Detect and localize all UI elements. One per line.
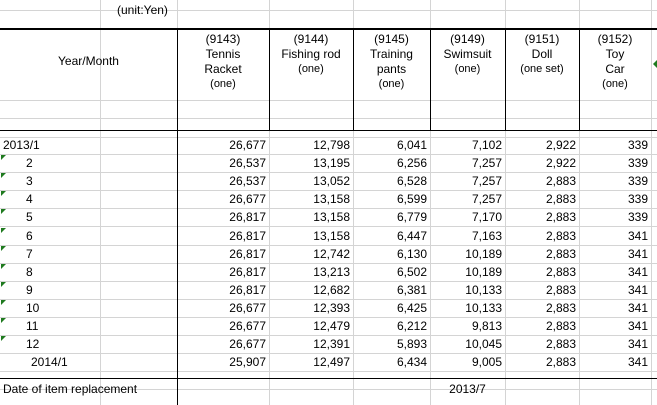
row-label[interactable]: 12	[26, 337, 40, 351]
table-cell[interactable]: 2,883	[545, 247, 576, 261]
column-code: (9152)	[597, 32, 633, 46]
column-unit: (one)	[454, 63, 481, 75]
unit-label[interactable]: (unit:Yen)	[117, 3, 168, 17]
column-name: Tennis	[205, 47, 241, 61]
table-cell[interactable]: 341	[627, 229, 648, 243]
table-cell[interactable]: 25,907	[229, 355, 266, 369]
column-code: (9144)	[293, 32, 329, 46]
table-cell[interactable]: 6,528	[396, 174, 427, 188]
column-header[interactable]	[177, 32, 269, 92]
row-label[interactable]: 7	[26, 247, 33, 261]
row-label[interactable]: 6	[26, 229, 33, 243]
table-cell[interactable]: 2,883	[545, 229, 576, 243]
table-cell[interactable]: 26,537	[229, 156, 266, 170]
replacement-date-label[interactable]: Date of item replacement	[3, 382, 138, 396]
table-cell[interactable]: 13,052	[313, 174, 350, 188]
gridline	[0, 10, 657, 11]
error-indicator-icon	[1, 155, 6, 160]
table-cell[interactable]: 339	[627, 156, 648, 170]
footer-top-border	[0, 378, 657, 379]
column-code: (9151)	[524, 32, 560, 46]
error-indicator-icon	[1, 318, 6, 323]
table-cell[interactable]: 6,041	[396, 138, 427, 152]
table-cell[interactable]: 26,677	[229, 319, 266, 333]
table-cell[interactable]: 2,883	[545, 301, 576, 315]
table-cell[interactable]: 2,883	[545, 174, 576, 188]
table-cell[interactable]: 26,537	[229, 174, 266, 188]
table-cell[interactable]: 9,005	[471, 355, 502, 369]
column-unit: (one set)	[520, 63, 564, 75]
table-cell[interactable]: 26,677	[229, 192, 266, 206]
error-indicator-icon	[1, 191, 6, 196]
column-unit: (one)	[298, 63, 324, 75]
column-header[interactable]	[579, 32, 651, 92]
column-unit: (one)	[378, 78, 405, 90]
column-name: Car	[605, 62, 625, 76]
column-name: Swimsuit	[443, 47, 492, 61]
table-cell[interactable]: 341	[627, 301, 648, 315]
table-cell[interactable]: 6,779	[396, 210, 427, 224]
column-name: pants	[376, 62, 407, 76]
column-header[interactable]	[269, 32, 353, 77]
gridline	[0, 226, 657, 227]
table-cell[interactable]: 26,817	[229, 229, 266, 243]
table-cell[interactable]: 2,883	[545, 192, 576, 206]
column-name: Fishing rod	[281, 47, 341, 61]
table-cell[interactable]: 2,922	[545, 156, 576, 170]
table-cell[interactable]: 5,893	[396, 337, 427, 351]
row-label[interactable]: 5	[26, 210, 33, 224]
column-code: (9149)	[450, 32, 485, 46]
table-cell[interactable]: 12,479	[313, 319, 350, 333]
row-label[interactable]: 4	[26, 192, 33, 206]
gridline	[0, 118, 657, 119]
table-cell[interactable]: 13,213	[313, 265, 350, 279]
table-cell[interactable]: 10,045	[465, 337, 502, 351]
table-cell[interactable]: 26,677	[229, 337, 266, 351]
column-name: Doll	[531, 47, 553, 61]
column-unit: (one)	[602, 78, 628, 90]
table-cell[interactable]: 7,257	[471, 192, 502, 206]
gridline	[651, 0, 652, 405]
column-header[interactable]	[505, 32, 579, 77]
table-cell[interactable]: 341	[627, 355, 648, 369]
row-label[interactable]: 8	[26, 265, 33, 279]
gridline	[0, 263, 657, 264]
table-cell[interactable]: 26,817	[229, 247, 266, 261]
gridline	[0, 353, 657, 354]
table-cell[interactable]: 12,682	[313, 283, 350, 297]
table-cell[interactable]: 6,434	[396, 355, 427, 369]
table-cell[interactable]: 10,133	[465, 301, 502, 315]
gridline	[0, 190, 657, 191]
table-cell[interactable]: 6,599	[396, 192, 427, 206]
table-cell[interactable]: 6,212	[396, 319, 427, 333]
table-cell[interactable]: 12,497	[313, 355, 350, 369]
error-indicator-icon	[1, 282, 6, 287]
table-cell[interactable]: 2,883	[545, 337, 576, 351]
gridline	[0, 208, 657, 209]
table-cell[interactable]: 6,502	[396, 265, 427, 279]
column-name: Racket	[204, 62, 242, 76]
error-indicator-icon	[1, 264, 6, 269]
table-cell[interactable]: 339	[627, 192, 648, 206]
row-label[interactable]: 3	[26, 174, 33, 188]
table-cell[interactable]: 6,381	[396, 283, 427, 297]
table-cell[interactable]: 341	[627, 247, 648, 261]
table-cell[interactable]: 341	[627, 265, 648, 279]
table-cell[interactable]: 12,393	[313, 301, 350, 315]
table-cell[interactable]: 13,195	[313, 156, 350, 170]
error-indicator-icon	[1, 228, 6, 233]
table-cell[interactable]: 26,677	[229, 138, 266, 152]
gridline	[0, 299, 657, 300]
table-cell[interactable]: 12,742	[313, 247, 350, 261]
table-cell[interactable]: 341	[627, 283, 648, 297]
table-cell[interactable]: 7,163	[471, 229, 502, 243]
error-indicator-icon	[1, 336, 6, 341]
gridline	[0, 281, 657, 282]
table-cell[interactable]: 2,883	[545, 210, 576, 224]
table-cell[interactable]: 10,133	[465, 283, 502, 297]
gridline	[0, 100, 657, 101]
header-bottom-border	[0, 130, 657, 131]
gridline	[0, 335, 657, 336]
column-header[interactable]	[353, 32, 430, 92]
row-label[interactable]: 2	[26, 156, 33, 170]
table-cell[interactable]: 2,883	[545, 319, 576, 333]
year-month-header[interactable]: Year/Month	[58, 54, 119, 68]
table-cell[interactable]: 26,817	[229, 283, 266, 297]
column-code: (9143)	[205, 32, 241, 46]
table-cell[interactable]: 12,798	[313, 138, 350, 152]
column-name: Toy	[605, 47, 625, 61]
table-cell[interactable]: 2,922	[545, 138, 576, 152]
row-label[interactable]: 2013/1	[3, 138, 40, 152]
column-unit: (one)	[210, 78, 236, 90]
table-cell[interactable]: 339	[627, 174, 648, 188]
table-cell[interactable]: 10,189	[465, 265, 502, 279]
gridline	[0, 154, 657, 155]
row-label[interactable]: 10	[26, 301, 40, 315]
table-cell[interactable]: 7,257	[471, 174, 502, 188]
table-cell[interactable]: 341	[627, 337, 648, 351]
table-cell[interactable]: 9,813	[471, 319, 502, 333]
table-cell[interactable]: 6,130	[396, 247, 427, 261]
gridline	[0, 245, 657, 246]
table-cell[interactable]: 2,883	[545, 283, 576, 297]
row-label[interactable]: 9	[26, 283, 33, 297]
gridline	[0, 371, 657, 372]
error-indicator-icon	[1, 173, 6, 178]
column-header[interactable]	[430, 32, 505, 77]
header-top-border	[0, 28, 657, 30]
table-cell[interactable]: 26,677	[229, 301, 266, 315]
gridline	[0, 317, 657, 318]
table-cell[interactable]: 10,189	[465, 247, 502, 261]
table-cell[interactable]: 13,158	[313, 192, 350, 206]
error-indicator-icon	[1, 246, 6, 251]
table-cell[interactable]: 6,447	[396, 229, 427, 243]
table-cell[interactable]: 12,391	[313, 337, 350, 351]
table-cell[interactable]: 339	[627, 210, 648, 224]
row-label[interactable]: 2014/1	[31, 355, 68, 369]
table-cell[interactable]: 7,257	[471, 156, 502, 170]
column-code: (9145)	[374, 32, 409, 46]
error-indicator-icon	[1, 209, 6, 214]
column-name: Training	[370, 47, 413, 61]
table-cell[interactable]: 7,102	[471, 138, 502, 152]
gridline	[0, 172, 657, 173]
replacement-date-value[interactable]: 2013/7	[449, 382, 486, 396]
error-indicator-icon	[1, 300, 6, 305]
table-cell[interactable]: 7,170	[471, 210, 502, 224]
table-cell[interactable]: 339	[627, 138, 648, 152]
table-cell[interactable]: 26,817	[229, 210, 266, 224]
table-cell[interactable]: 2,883	[545, 355, 576, 369]
table-cell[interactable]: 26,817	[229, 265, 266, 279]
table-cell[interactable]: 6,425	[396, 301, 427, 315]
table-cell[interactable]: 6,256	[396, 156, 427, 170]
error-indicator-icon	[653, 60, 657, 68]
table-cell[interactable]: 341	[627, 319, 648, 333]
table-cell[interactable]: 2,883	[545, 265, 576, 279]
table-cell[interactable]: 13,158	[313, 210, 350, 224]
row-label[interactable]: 11	[26, 319, 39, 333]
table-cell[interactable]: 13,158	[313, 229, 350, 243]
